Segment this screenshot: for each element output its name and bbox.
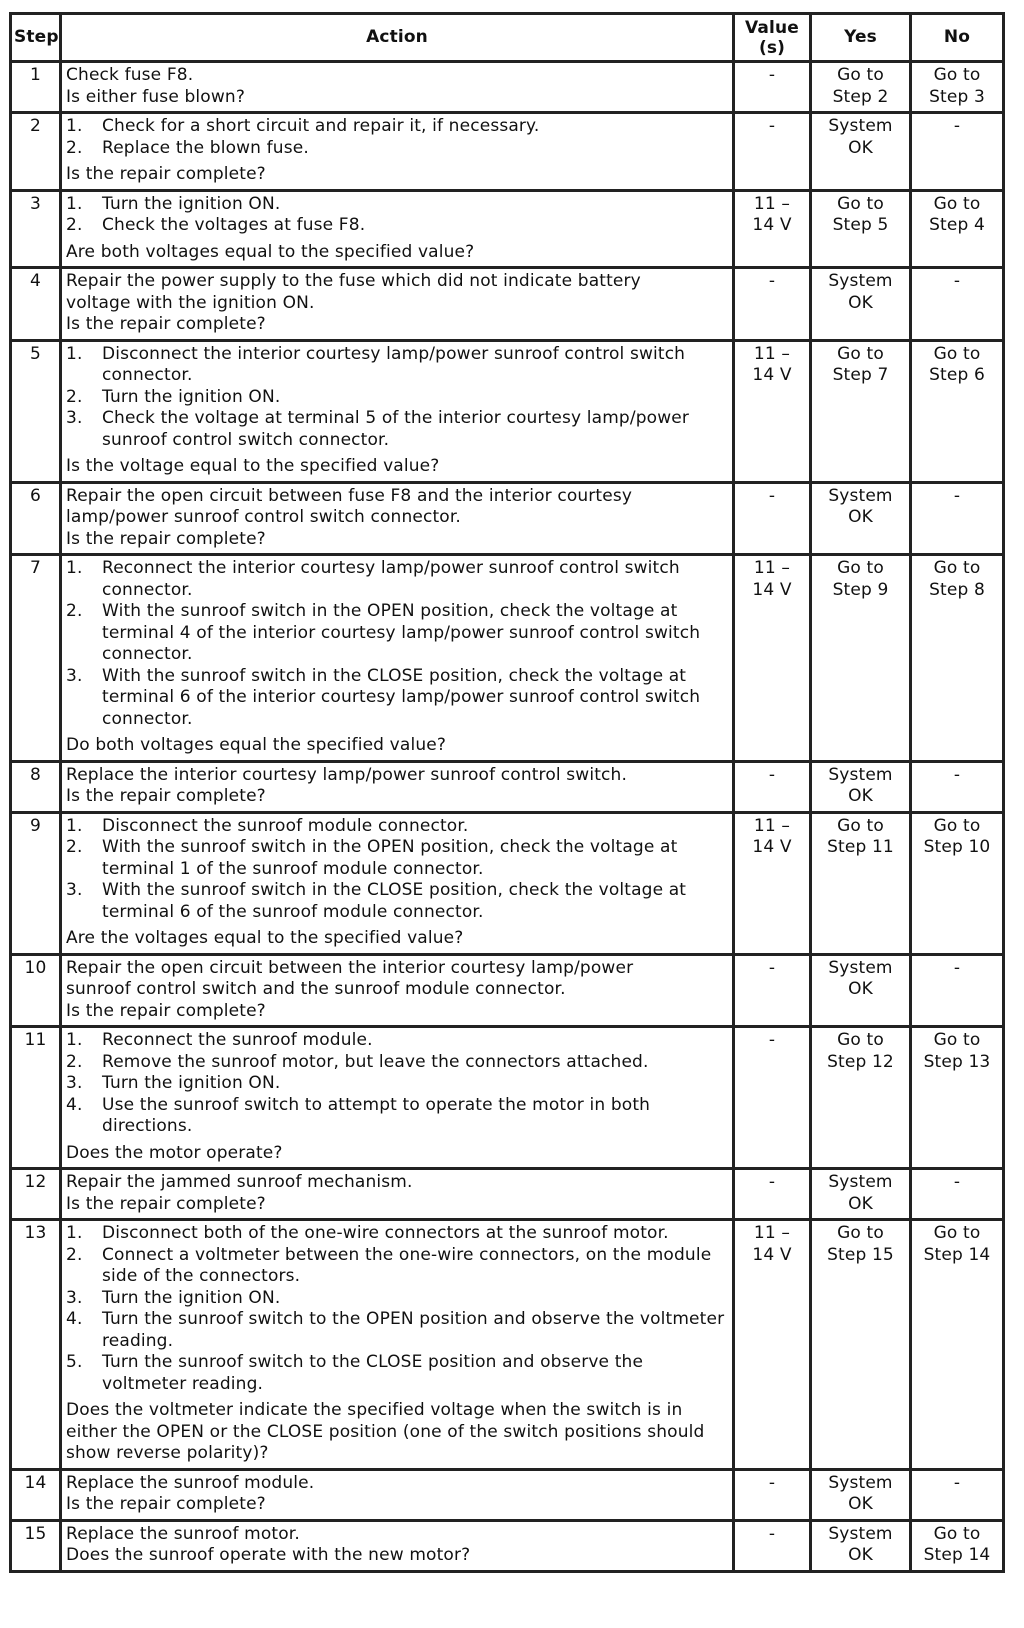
no-cell-line: Go to [933,343,981,364]
yes-cell-line: Go to [837,558,884,578]
yes-cell [811,1027,911,1169]
list-item-text: Turn the ignition ON. [102,193,281,214]
no-cell-line: Go to [933,815,981,836]
yes-cell [811,1220,911,1470]
value-cell-line: - [768,65,776,85]
action-list [66,344,728,452]
yes-cell-line: System [828,1523,893,1544]
step-number: 8 [11,761,61,812]
action-line: Repair the power supply to the fuse which did not indicate battery [66,271,641,291]
action-cell [61,555,734,762]
yes-cell-line: Go to [837,65,884,85]
list-item-number: 2. [66,601,83,621]
list-item-number: 1. [66,558,83,578]
yes-cell-line: System [828,485,893,506]
action-line: Is the repair complete? [66,528,266,549]
list-item-text: Disconnect the sunroof module connector. [102,815,469,836]
no-cell-line: - [953,116,961,136]
table-row [11,482,1004,555]
list-item-text: Disconnect both of the one-wire connectors at the sunroof motor. [102,1223,669,1243]
list-item-number: 5. [66,1352,83,1372]
value-cell [734,62,811,113]
action-line: voltage with the ignition ON. [66,292,315,313]
yes-cell-line: OK [848,1545,873,1565]
yes-cell-line: Step 5 [832,215,889,235]
action-list-item [66,1309,728,1352]
action-line: Replace the interior courtesy lamp/power sunroof control switch. [66,764,628,785]
action-cell [61,62,734,113]
table-row [11,1220,1004,1470]
action-list-item [66,1095,728,1138]
value-cell [734,555,811,762]
action-question: Does the voltmeter indicate the specified voltage when the switch is in either the OPEN or the CLOSE position (one of the switch positions should show reverse polarity)? [66,1400,705,1463]
action-line: Repair the open circuit between fuse F8 and the interior courtesy [66,485,633,506]
no-cell [911,1027,1004,1169]
list-item-number: 2. [66,386,83,407]
list-item-text: Reconnect the sunroof module. [102,1030,373,1050]
no-cell [911,113,1004,191]
action-list-item [66,1223,728,1245]
value-cell-line: - [768,271,776,291]
yes-cell-line: OK [848,1494,873,1514]
list-item-text: With the sunroof switch in the OPEN position, check the voltage at terminal 4 of the interior courtesy lamp/power sunroof control switch connector. [102,601,701,664]
value-cell [734,482,811,555]
action-line: lamp/power sunroof control switch connector. [66,507,461,527]
yes-cell-line: Step 11 [827,837,894,857]
no-cell-line: Step 3 [929,86,985,107]
list-item-number: 4. [66,1309,83,1329]
action-list-item [66,601,728,666]
table-row [11,555,1004,762]
no-cell-line: Go to [933,1223,981,1243]
action-list [66,1223,728,1395]
value-cell-line: 14 V [752,365,792,385]
table-row [11,1520,1004,1571]
no-cell-line: Go to [933,193,981,214]
list-item-number: 1. [66,343,83,364]
list-item-text: With the sunroof switch in the CLOSE position, check the voltage at terminal 6 of the interior courtesy lamp/power sunroof control switch connector. [102,665,701,729]
yes-cell-line: Step 7 [832,365,889,385]
no-cell [911,812,1004,954]
table-row [11,1469,1004,1520]
no-cell-line: Step 8 [929,579,985,600]
header-action: Action [61,14,734,62]
yes-cell-line: System [828,1472,893,1493]
action-line: Repair the open circuit between the interior courtesy lamp/power [66,957,634,978]
list-item-text: Turn the ignition ON. [102,1287,281,1308]
action-list [66,1030,728,1138]
no-cell-line: Go to [933,558,981,578]
action-list-item [66,116,728,138]
diagnostic-table [9,12,1005,1573]
action-question: Does the motor operate? [66,1142,283,1163]
action-cell [61,1169,734,1220]
action-cell [61,482,734,555]
list-item-number: 3. [66,880,83,900]
value-cell-line: - [768,764,776,785]
table-body [11,62,1004,1572]
step-number: 12 [11,1169,61,1220]
yes-cell [811,1520,911,1571]
action-list-item [66,344,728,387]
no-cell-line: Go to [933,1523,981,1544]
no-cell-line: Go to [933,1030,981,1050]
list-item-text: Use the sunroof switch to attempt to operate the motor in both directions. [102,1094,651,1136]
yes-cell-line: Go to [837,193,884,214]
no-cell-line: Step 13 [923,1051,991,1072]
yes-cell [811,268,911,341]
list-item-number: 1. [66,1030,83,1050]
value-cell [734,1220,811,1470]
yes-cell-line: Go to [837,1030,884,1050]
list-item-text: Check the voltages at fuse F8. [102,215,366,235]
list-item-text: Reconnect the interior courtesy lamp/power sunroof control switch connector. [102,558,680,600]
no-cell-line: - [953,1172,961,1192]
action-cell [61,1027,734,1169]
value-cell [734,340,811,482]
list-item-number: 1. [66,815,83,836]
step-number: 5 [11,340,61,482]
action-cell [61,761,734,812]
list-item-text: Check for a short circuit and repair it, if necessary. [102,116,540,136]
action-line: Repair the jammed sunroof mechanism. [66,1172,413,1192]
action-line: Replace the sunroof motor. [66,1523,300,1544]
yes-cell-line: System [828,271,893,291]
header-value-line1: Value [745,17,799,38]
step-number: 3 [11,190,61,268]
header-step: Step [11,14,61,62]
action-list-item [66,837,728,880]
yes-cell [811,62,911,113]
action-cell [61,812,734,954]
action-line: Check fuse F8. [66,65,194,85]
list-item-number: 3. [66,1287,83,1308]
header-yes: Yes [811,14,911,62]
action-list-item [66,1052,728,1074]
action-question: Are both voltages equal to the specified value? [66,241,475,262]
yes-cell-line: OK [848,1193,873,1214]
list-item-text: Connect a voltmeter between the one-wire connectors, on the module side of the connectors. [102,1244,712,1286]
yes-cell [811,1469,911,1520]
table-row [11,268,1004,341]
action-line: Does the sunroof operate with the new motor? [66,1545,471,1565]
action-cell [61,113,734,191]
value-cell-line: - [768,957,776,978]
yes-cell [811,555,911,762]
value-cell-line: 11 – [753,815,791,836]
yes-cell-line: Step 12 [827,1051,894,1072]
action-cell [61,954,734,1027]
no-cell [911,62,1004,113]
list-item-text: Turn the sunroof switch to the OPEN position and observe the voltmeter reading. [102,1309,725,1351]
yes-cell-line: OK [848,137,873,158]
list-item-text: Replace the blown fuse. [102,137,309,158]
action-question: Is the repair complete? [66,164,266,184]
table-row [11,1169,1004,1220]
yes-cell-line: OK [848,786,873,806]
table-row [11,113,1004,191]
action-list-item [66,558,728,601]
step-number: 4 [11,268,61,341]
step-number: 15 [11,1520,61,1571]
header-no: No [911,14,1004,62]
value-cell [734,954,811,1027]
yes-cell [811,113,911,191]
action-list-item [66,1288,728,1310]
yes-cell-line: Go to [837,343,884,364]
yes-cell [811,954,911,1027]
table-row [11,761,1004,812]
no-cell [911,1220,1004,1470]
step-number: 14 [11,1469,61,1520]
action-list-item [66,816,728,838]
header-row [11,14,1004,62]
action-line: sunroof control switch and the sunroof module connector. [66,979,566,999]
value-cell [734,1520,811,1571]
yes-cell-line: OK [848,507,873,527]
header-value-line2: (s) [758,37,786,58]
table-row [11,62,1004,113]
action-line: Is the repair complete? [66,1494,266,1514]
yes-cell-line: OK [848,292,873,313]
no-cell-line: - [953,957,961,978]
action-cell [61,340,734,482]
value-cell-line: 14 V [752,215,792,235]
action-list-item [66,138,728,160]
action-list-item [66,1073,728,1095]
action-list-item [66,666,728,731]
no-cell [911,555,1004,762]
list-item-text: Turn the sunroof switch to the CLOSE position and observe the voltmeter reading. [102,1352,644,1394]
value-cell-line: 11 – [753,343,791,364]
action-line: Is the repair complete? [66,786,266,806]
no-cell-line: Step 6 [929,365,985,385]
value-cell [734,1169,811,1220]
yes-cell-line: Step 15 [827,1244,894,1265]
list-item-text: With the sunroof switch in the OPEN position, check the voltage at terminal 1 of the sunroof module connector. [102,837,678,879]
list-item-number: 3. [66,665,83,686]
yes-cell-line: System [828,764,893,785]
no-cell-line: - [953,485,961,506]
table-row [11,812,1004,954]
action-question: Is the voltage equal to the specified value? [66,456,440,476]
no-cell-line: - [953,764,961,785]
step-number: 6 [11,482,61,555]
yes-cell [811,812,911,954]
action-question: Do both voltages equal the specified value? [66,735,447,755]
list-item-number: 3. [66,1073,83,1093]
table-row [11,954,1004,1027]
yes-cell [811,340,911,482]
no-cell [911,954,1004,1027]
action-question: Are the voltages equal to the specified value? [66,928,464,948]
table-row [11,340,1004,482]
no-cell-line: Step 4 [929,215,985,235]
value-cell-line: 14 V [752,837,792,857]
action-list-item [66,387,728,409]
list-item-number: 2. [66,215,83,235]
action-list-item [66,1352,728,1395]
value-cell-line: 11 – [753,193,791,214]
list-item-number: 2. [66,1244,83,1265]
value-cell [734,812,811,954]
no-cell [911,340,1004,482]
action-list-item [66,194,728,216]
value-cell-line: 14 V [752,1244,792,1265]
value-cell [734,190,811,268]
action-list-item [66,1245,728,1288]
no-cell-line: Step 10 [923,837,991,857]
yes-cell-line: System [828,116,893,136]
value-cell-line: 11 – [753,558,791,578]
yes-cell-line: Go to [837,815,884,836]
action-cell [61,1520,734,1571]
yes-cell [811,190,911,268]
list-item-number: 2. [66,837,83,857]
list-item-number: 2. [66,1051,83,1072]
action-line: Is either fuse blown? [66,86,245,107]
list-item-number: 1. [66,193,83,214]
header-value [734,14,811,62]
no-cell [911,482,1004,555]
action-list [66,558,728,730]
list-item-text: Disconnect the interior courtesy lamp/power sunroof control switch connector. [102,343,686,385]
step-number: 13 [11,1220,61,1470]
action-list [66,816,728,924]
no-cell-line: - [953,1472,961,1493]
yes-cell [811,482,911,555]
no-cell [911,1469,1004,1520]
value-cell [734,761,811,812]
no-cell [911,190,1004,268]
step-number: 2 [11,113,61,191]
no-cell [911,761,1004,812]
action-list [66,194,728,237]
no-cell-line: - [953,271,961,291]
value-cell-line: - [768,1472,776,1493]
value-cell [734,1027,811,1169]
value-cell [734,1469,811,1520]
action-list-item [66,408,728,451]
step-number: 11 [11,1027,61,1169]
action-cell [61,1220,734,1470]
action-line: Replace the sunroof module. [66,1472,315,1493]
table-row [11,1027,1004,1169]
yes-cell-line: System [828,957,893,978]
no-cell [911,1169,1004,1220]
list-item-text: With the sunroof switch in the CLOSE position, check the voltage at terminal 6 of the sunroof module connector. [102,880,687,922]
step-number: 10 [11,954,61,1027]
list-item-number: 2. [66,137,83,158]
yes-cell [811,1169,911,1220]
yes-cell-line: Step 9 [832,579,889,600]
list-item-text: Remove the sunroof motor, but leave the connectors attached. [102,1051,649,1072]
yes-cell-line: OK [848,979,873,999]
no-cell-line: Step 14 [923,1545,991,1565]
diagnostic-table-container [9,12,1005,1573]
value-cell-line: - [768,1523,776,1544]
value-cell [734,113,811,191]
step-number: 1 [11,62,61,113]
action-line: Is the repair complete? [66,1193,266,1214]
action-list-item [66,880,728,923]
value-cell-line: - [768,116,776,136]
yes-cell-line: Step 2 [832,86,889,107]
action-list-item [66,215,728,237]
list-item-text: Turn the ignition ON. [102,1073,281,1093]
action-cell [61,190,734,268]
value-cell-line: 11 – [753,1223,791,1243]
list-item-text: Check the voltage at terminal 5 of the interior courtesy lamp/power sunroof control switch connector. [102,408,690,450]
step-number: 9 [11,812,61,954]
action-line: Is the repair complete? [66,1000,266,1021]
action-cell [61,1469,734,1520]
no-cell [911,1520,1004,1571]
yes-cell-line: Go to [837,1223,884,1243]
value-cell-line: - [768,1172,776,1192]
step-number: 7 [11,555,61,762]
list-item-number: 4. [66,1094,83,1115]
no-cell-line: Step 14 [923,1244,991,1265]
action-cell [61,268,734,341]
action-list [66,116,728,159]
no-cell [911,268,1004,341]
list-item-text: Turn the ignition ON. [102,386,281,407]
list-item-number: 1. [66,1223,83,1243]
value-cell-line: - [768,485,776,506]
value-cell [734,268,811,341]
yes-cell [811,761,911,812]
yes-cell-line: System [828,1172,893,1192]
list-item-number: 3. [66,408,83,428]
no-cell-line: Go to [933,65,981,85]
table-row [11,190,1004,268]
value-cell-line: 14 V [752,579,792,600]
action-line: Is the repair complete? [66,314,266,334]
action-list-item [66,1030,728,1052]
value-cell-line: - [768,1030,776,1050]
list-item-number: 1. [66,116,83,136]
